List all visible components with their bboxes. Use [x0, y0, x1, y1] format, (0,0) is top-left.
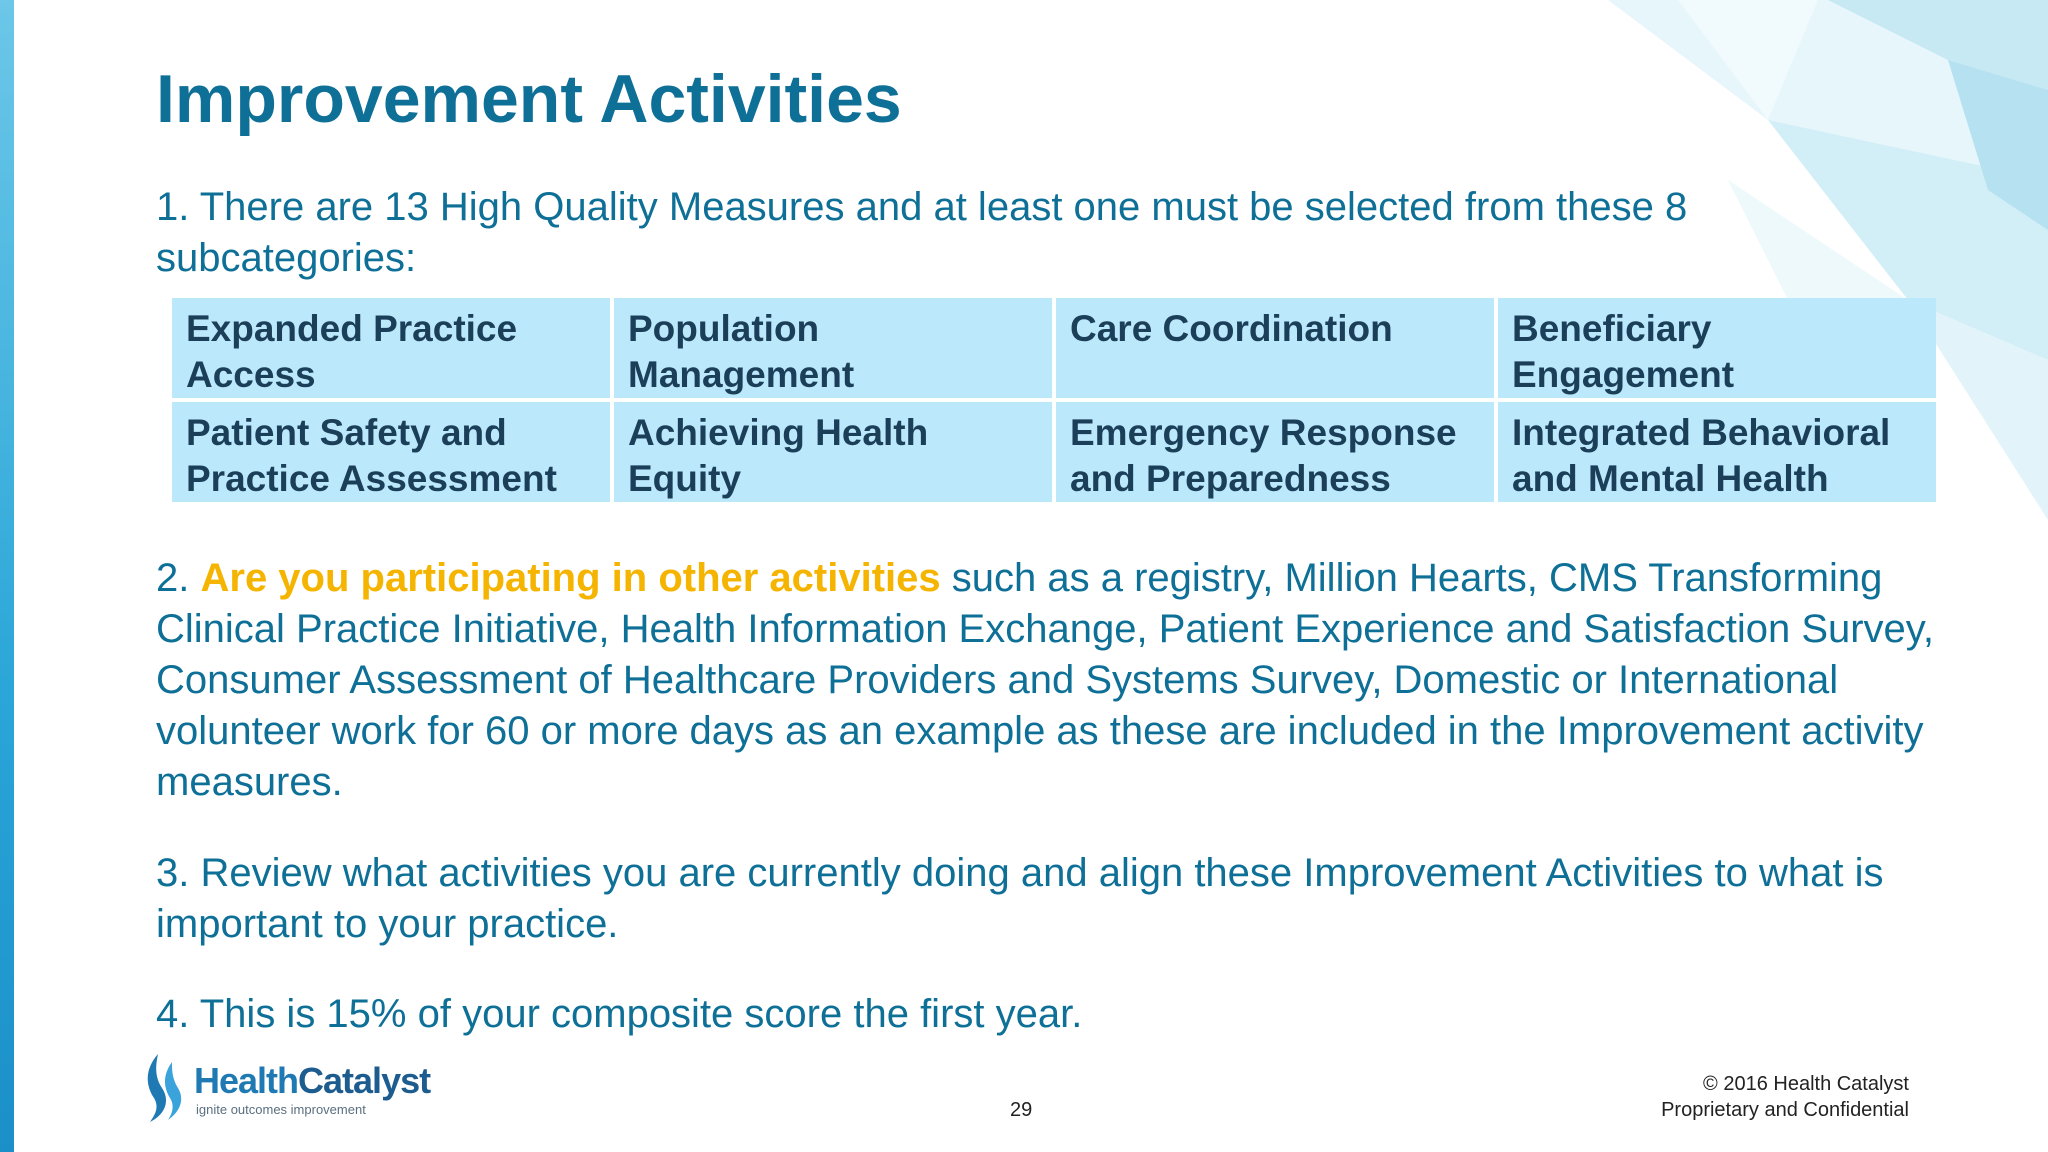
- point-2-text: [156, 553, 1936, 808]
- left-accent-bar: [0, 0, 14, 1152]
- point-2-highlight: Are you participating in other activities: [200, 556, 941, 600]
- logo-tagline: ignite outcomes improvement: [196, 1102, 366, 1117]
- table-cell: Care Coordination: [1056, 298, 1494, 398]
- copyright-line-1: © 2016 Health Catalyst: [1703, 1073, 1909, 1095]
- copyright-notice: [1661, 1071, 1909, 1123]
- table-cell: Expanded Practice Access: [172, 298, 610, 398]
- point-4-text: 4. This is 15% of your composite score the first year.: [156, 992, 1083, 1036]
- point-2-rest: such as a registry, Million Hearts, CMS Transforming Clinical Practice Initiative, Health Information Exchange, Patient Experience and Satisfaction Survey, Consumer Assessment of Healthcare Providers and Systems Survey, Domestic or International volunteer work for 60 or more days as an example as these are included in the Improvement activity measures.: [156, 556, 1934, 804]
- point-2-number: 2.: [156, 556, 201, 600]
- page-number: 29: [1010, 1099, 1033, 1121]
- table-cell: Beneficiary Engagement: [1498, 298, 1936, 398]
- point-3-text: 3. Review what activities you are currently doing and align these Improvement Activities to what is important to your practice.: [156, 851, 1884, 946]
- table-cell: Achieving Health Equity: [614, 402, 1052, 502]
- table-cell: Integrated Behavioral and Mental Health: [1498, 402, 1936, 502]
- table-row: [172, 402, 1936, 502]
- flame-icon: [140, 1052, 190, 1124]
- logo-wordmark: HealthCatalyst: [194, 1060, 431, 1101]
- health-catalyst-logo: [140, 1052, 460, 1124]
- subcategories-table: [168, 294, 1940, 506]
- table-row: [172, 298, 1936, 398]
- table-cell: Emergency Response and Preparedness: [1056, 402, 1494, 502]
- table-cell: Population Management: [614, 298, 1052, 398]
- slide-title: Improvement Activities: [156, 61, 902, 137]
- point-1-text: 1. There are 13 High Quality Measures and at least one must be selected from these 8 subcategories:: [156, 185, 1688, 280]
- table-cell: Patient Safety and Practice Assessment: [172, 402, 610, 502]
- copyright-line-2: Proprietary and Confidential: [1661, 1099, 1909, 1121]
